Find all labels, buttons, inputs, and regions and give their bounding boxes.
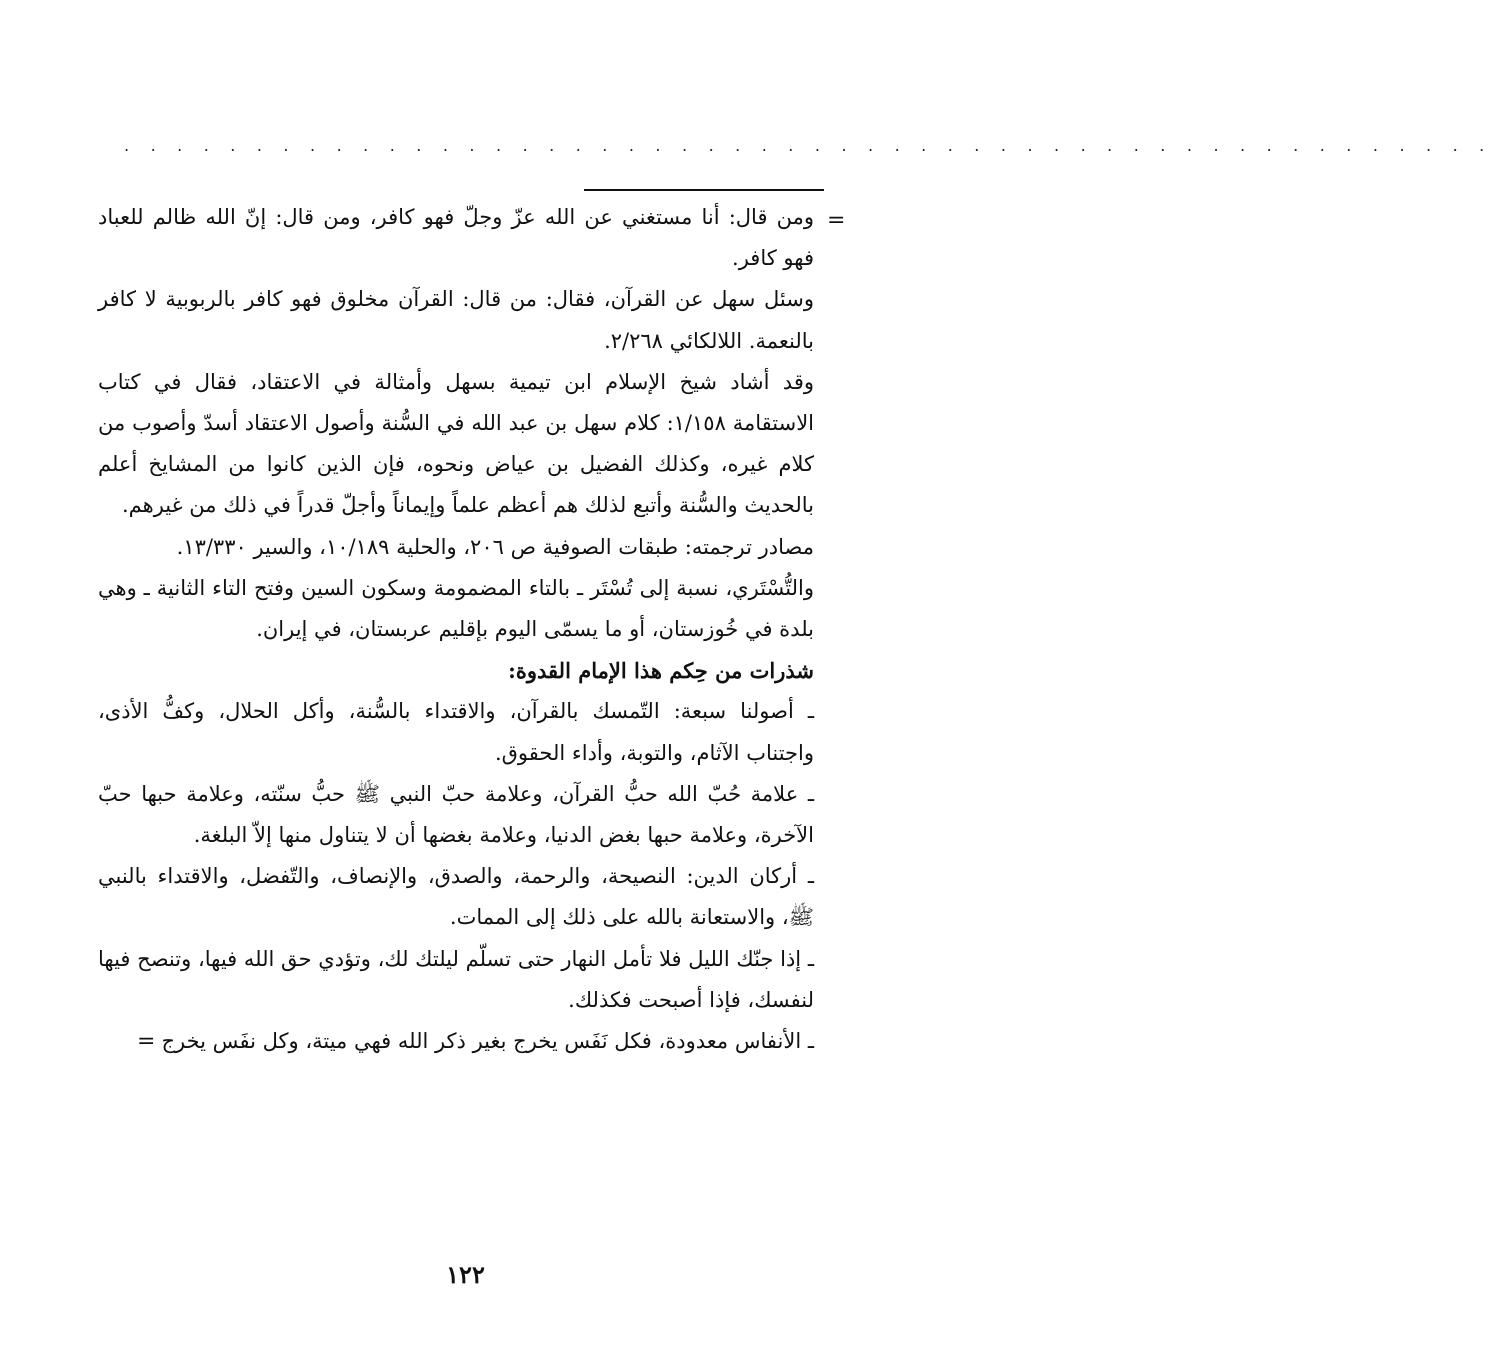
continuation-mark-bottom: = [137, 1029, 156, 1055]
footnote-paragraph: وقد أشاد شيخ الإسلام ابن تيمية بسهل وأمثالة في الاعتقاد، فقال في كتاب الاستقامة ١/١٥٨: كلام سهل بن عبد الله في السُّنة وأصول الاعتقاد أسدّ وأصوب من كلام غيره، وكذلك الفضيل بن عياض ونحوه، فإن الذين كانوا من المشايخ أعلم بالحديث والسُّنة وأتبع لذلك هم أعظم علماً وإيماناً وأجلّ قدراً في ذلك من غيرهم. [98, 369, 815, 518]
footnote-body [98, 197, 814, 1062]
footnote-paragraph: ومن قال: أنا مستغني عن الله عزّ وجلّ فهو كافر، ومن قال: إنّ الله ظالم للعباد فهو كافر. [98, 205, 814, 271]
sayings-heading: شذرات من حِكم هذا الإمام القدوة: [508, 658, 814, 684]
section-separator-dots: . . . . . . . . . . . . . . . . . . . . . . . . . . . . . . . . . . . . . . . . . . . . . . . . . . . . [124, 136, 1492, 155]
saying-item: ـ أصولنا سبعة: التّمسك بالقرآن، والاقتداء بالسُّنة، وأكل الحلال، وكفُّ الأذى، واجتناب الآثام، والتوبة، وأداء الحقوق. [98, 699, 814, 765]
saying-item: ـ علامة حُبّ الله حبُّ القرآن، وعلامة حبّ النبي ﷺ حبُّ سنّته، وعلامة حبها حبّ الآخرة، وعلامة حبها بغض الدنيا، وعلامة بغضها أن لا يتناول منها إلاّ البلغة. [98, 781, 814, 848]
footnote-paragraph: وسئل سهل عن القرآن، فقال: من قال: القرآن مخلوق فهو كافر بالربوبية لا كافر بالنعمة. اللالكائي ٢/٢٦٨. [98, 287, 814, 353]
footnote-rule [584, 189, 824, 191]
saying-item: ـ أركان الدين: النصيحة، والرحمة، والصدق، والإنصاف، والتّفضل، والاقتداء بالنبي ﷺ، والاستعانة بالله على ذلك إلى الممات. [98, 864, 814, 930]
footnote-paragraph: مصادر ترجمته: طبقات الصوفية ص ٢٠٦، والحلية ١٠/١٨٩، والسير ١٣/٣٣٠. [176, 534, 814, 559]
page-number: ١٢٢ [446, 1260, 485, 1289]
saying-item-last [98, 1021, 814, 1062]
saying-item-text: ـ الأنفاس معدودة، فكل نَفَس يخرج بغير ذكر الله فهي ميتة، وكل نفَس يخرج [161, 1029, 814, 1054]
continuation-mark-top: = [827, 208, 846, 233]
footnote-paragraph: والتُّسْتَري، نسبة إلى تُسْتَر ـ بالتاء المضمومة وسكون السين وفتح التاء الثانية ـ وهي بلدة في خُوزستان، أو ما يسمّى اليوم بإقليم عربستان، في إيران. [98, 575, 814, 642]
saying-item: ـ إذا جنّك الليل فلا تأمل النهار حتى تسلّم ليلتك لك، وتؤدي حق الله فيها، وتنصح فيها لنفسك، فإذا أصبحت فكذلك. [98, 946, 814, 1012]
